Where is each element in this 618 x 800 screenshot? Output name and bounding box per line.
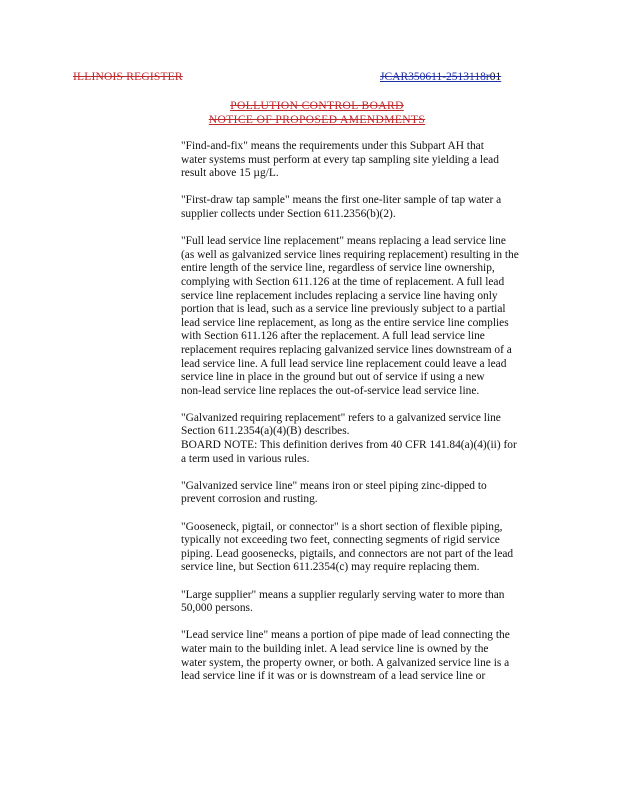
definition-line: water systems must perform at every tap sampling site yielding a lead [181,153,499,166]
definition-galvanized-service-line [181,480,581,507]
definition-large-supplier [181,589,581,616]
jcar-code-text: JCAR350611-2513118r [380,71,490,83]
definition-line: "Gooseneck, pigtail, or connector" is a short section of flexible piping, [181,520,503,533]
definition-lead-service-line [181,629,581,683]
definition-line: service line in place in the ground but out of service if using a new [181,371,485,384]
definition-line: portion that is lead, such as a service line previously subject to a partial [181,303,506,316]
definition-line: water system, the property owner, or both. A galvanized service line is a [181,656,510,669]
jcar-code-suffix: 01 [489,71,502,83]
definition-line: piping. Lead goosenecks, pigtails, and connectors are not part of the lead [181,547,514,560]
board-title: POLLUTION CONTROL BOARD [230,100,404,112]
definition-line: "Galvanized requiring replacement" refers to a galvanized service line [181,411,501,424]
definition-line: "Find-and-fix" means the requirements under this Subpart AH that [181,140,484,152]
definition-gooseneck-pigtail-connector [181,521,581,575]
definition-full-lead-service-line-replacement [181,235,581,398]
definition-line: lead service line if it was or is downstream of a lead service line or [181,670,486,683]
definition-line: lead service line replacement, as long as the entire service line complies [181,316,509,329]
definition-line: result above 15 µg/L. [181,167,279,180]
board-note-line: BOARD NOTE: This definition derives from 40 CFR 141.84(a)(4)(ii) for [181,439,517,452]
definition-first-draw-tap-sample [181,194,581,221]
definition-line: non-lead service line replaces the out-of-service lead service line. [181,384,480,397]
definition-line: "Lead service line" means a portion of pipe made of lead connecting the [181,629,510,642]
definition-line: entire length of the service line, regardless of service line ownership, [181,262,495,275]
definition-line: "Full lead service line replacement" means replacing a lead service line [181,235,506,248]
board-note-line: a term used in various rules. [181,452,310,465]
definition-line: "First-draw tap sample" means the first one-liter sample of tap water a [181,194,502,207]
definition-line: service line replacement includes replacing a service line having only [181,289,498,302]
definition-line: typically not exceeding two feet, connecting segments of rigid service [181,534,500,547]
definition-line: complying with Section 611.126 at the time of replacement. A full lead [181,275,505,288]
definition-line: 50,000 persons. [181,602,253,615]
definition-line: lead service line. A full lead service line replacement could leave a lead [181,357,507,370]
definition-galvanized-requiring-replacement [181,412,581,466]
jcar-code [380,71,501,83]
definition-line: service line, but Section 611.2354(c) may require replacing them. [181,561,480,574]
definition-line: "Large supplier" means a supplier regularly serving water to more than [181,588,505,601]
definition-line: (as well as galvanized service lines requiring replacement) resulting in the [181,248,519,261]
register-header: ILLINOIS REGISTER [73,71,183,83]
definition-line: water main to the building inlet. A lead service line is owned by the [181,642,489,655]
notice-title: NOTICE OF PROPOSED AMENDMENTS [208,114,426,126]
definition-line: with Section 611.126 after the replacement. A full lead service line [181,330,485,343]
definition-line: replacement requires replacing galvanized service lines downstream of a [181,343,512,356]
definition-line: prevent corrosion and rusting. [181,493,318,506]
definition-find-and-fix [181,140,581,181]
definition-line: supplier collects under Section 611.2356(b)(2). [181,207,396,220]
definitions-body [181,140,581,697]
definition-line: Section 611.2354(a)(4)(B) describes. [181,425,350,438]
definition-line: "Galvanized service line" means iron or steel piping zinc-dipped to [181,479,487,492]
